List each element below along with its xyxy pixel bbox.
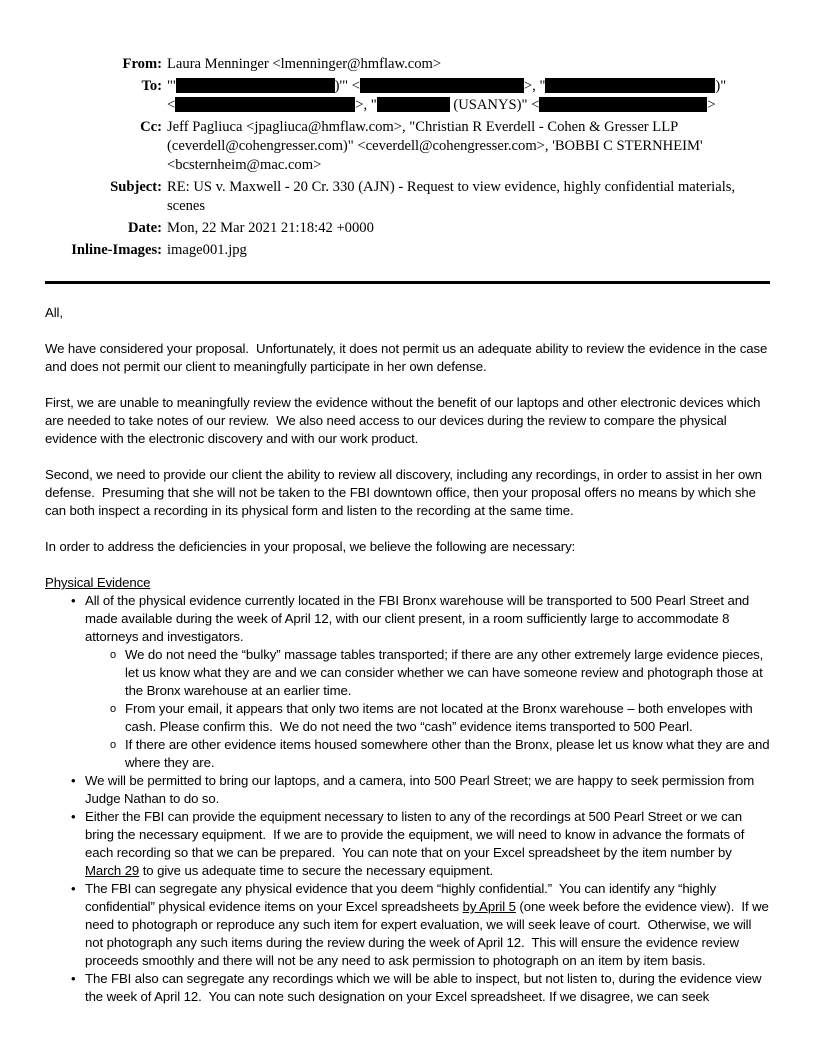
list-item xyxy=(85,700,770,736)
redaction-bar xyxy=(539,97,707,112)
list-item xyxy=(45,772,770,808)
inline-images-value: image001.jpg xyxy=(167,242,247,258)
date-value: Mon, 22 Mar 2021 21:18:42 +0000 xyxy=(167,220,374,236)
section-heading-physical-evidence: Physical Evidence xyxy=(45,575,151,590)
paragraph: In order to address the deficiencies in your proposal, we believe the following are necessary: xyxy=(45,539,576,554)
redaction-bar xyxy=(175,97,355,112)
subject-label: Subject: xyxy=(110,179,162,195)
redaction-bar xyxy=(377,97,450,112)
list-item xyxy=(45,880,773,970)
subject-value: RE: US v. Maxwell - 20 Cr. 330 (AJN) - Request to view evidence, highly confidential materials, scenes xyxy=(167,179,739,214)
list-item xyxy=(45,970,770,1006)
list-item-text: The FBI can segregate any physical evidence that you deem “highly confidential.” You can identify any “highly confidential” physical evidence items on your Excel spreadsheets by April 5 (one week before the evidence view). If we need to photograph or reproduce any such item for expert evaluation, we will seek leave of court. Otherwise, we will not photograph any such items during the review during the week of April 12. This will ensure the evidence review proceeds smoothly and there will not be any need to ask permission to photograph on an item by item basis. xyxy=(85,881,773,968)
email-body xyxy=(45,304,774,1006)
from-label: From: xyxy=(122,56,162,72)
list-item xyxy=(85,736,774,772)
inline-images-label: Inline-Images: xyxy=(71,242,162,258)
list-item-text: The FBI also can segregate any recordings which we will be able to inspect, but not listen to, during the evidence view the week of April 12. You can note such designation on your Excel spreadsheet. If we disagree, we can seek xyxy=(85,971,766,1004)
list-item-text: From your email, it appears that only two items are not located at the Bronx warehouse – both envelopes with cash. Please confirm this. We do not need the two “cash” evidence items transported to 500 Pearl. xyxy=(125,701,757,734)
paragraph: Second, we need to provide our client the ability to review all discovery, including any recordings, in order to assist in her own defense. Presuming that she will not be taken to the FBI downtown office, then your proposal offers no means by which she can both inspect a recording in its physical form and listen to the recording at the same time. xyxy=(45,467,766,518)
underlined-text: by April 5 xyxy=(462,899,516,914)
sub-list xyxy=(85,646,774,772)
to-value: "' )'" < >, " )" < >, " (USANYS)" < > xyxy=(167,78,727,113)
list-item xyxy=(45,592,774,772)
to-label: To: xyxy=(141,78,162,94)
redaction-bar xyxy=(545,78,715,93)
redaction-bar xyxy=(176,78,335,93)
underlined-text: March 29 xyxy=(85,863,140,878)
header-divider xyxy=(45,281,770,284)
cc-value: Jeff Pagliuca <jpagliuca@hmflaw.com>, "Christian R Everdell - Cohen & Gresser LLP (ceverdell@cohengresser.com)" <ceverdell@cohengresser.com>, 'BOBBI C STERNHEIM' <bcsternheim@mac.com> xyxy=(167,119,707,173)
from-value: Laura Menninger <lmenninger@hmflaw.com> xyxy=(167,56,442,72)
list-item-text: If there are other evidence items housed somewhere other than the Bronx, please let us know what they are and where they are. xyxy=(125,737,774,770)
redaction-bar xyxy=(360,78,524,93)
paragraph: We have considered your proposal. Unfortunately, it does not permit us an adequate ability to review the evidence in the case and does not permit our client to meaningfully participate in her own defense. xyxy=(45,341,771,374)
paragraph: First, we are unable to meaningfully review the evidence without the benefit of our laptops and other electronic devices which are needed to take notes of our review. We also need access to our devices during the review to compare the physical evidence with the electronic discovery and with our work product. xyxy=(45,395,764,446)
cc-label: Cc: xyxy=(140,119,162,135)
list-item xyxy=(85,646,770,700)
list-item-text: We do not need the “bulky” massage tables transported; if there are any other extremely large evidence pieces, let us know what they are and we can consider whether we can have someone review and photograph those at the Bronx warehouse at an earlier time. xyxy=(125,647,767,698)
list-item-text: We will be permitted to bring our laptops, and a camera, into 500 Pearl Street; we are happy to seek permission from Judge Nathan to do so. xyxy=(85,773,758,806)
list-item-text: Either the FBI can provide the equipment necessary to listen to any of the recordings at 500 Pearl Street or we can bring the necessary equipment. If we are to provide the equipment, we will need to know in advance the formats of each recording so that we can be prepared. You can note that on your Excel spreadsheet by the item number by March 29 to give us adequate time to secure the necessary equipment. xyxy=(85,809,748,878)
list-item-text: All of the physical evidence currently located in the FBI Bronx warehouse will be transported to 500 Pearl Street and made available during the week of April 12, with our client present, in a room sufficiently large to accommodate 8 attorneys and investigators. xyxy=(85,593,753,644)
list-item xyxy=(45,808,770,880)
email-header xyxy=(45,55,770,260)
salutation: All, xyxy=(45,305,63,320)
physical-evidence-list xyxy=(45,592,774,1006)
date-label: Date: xyxy=(127,220,162,236)
